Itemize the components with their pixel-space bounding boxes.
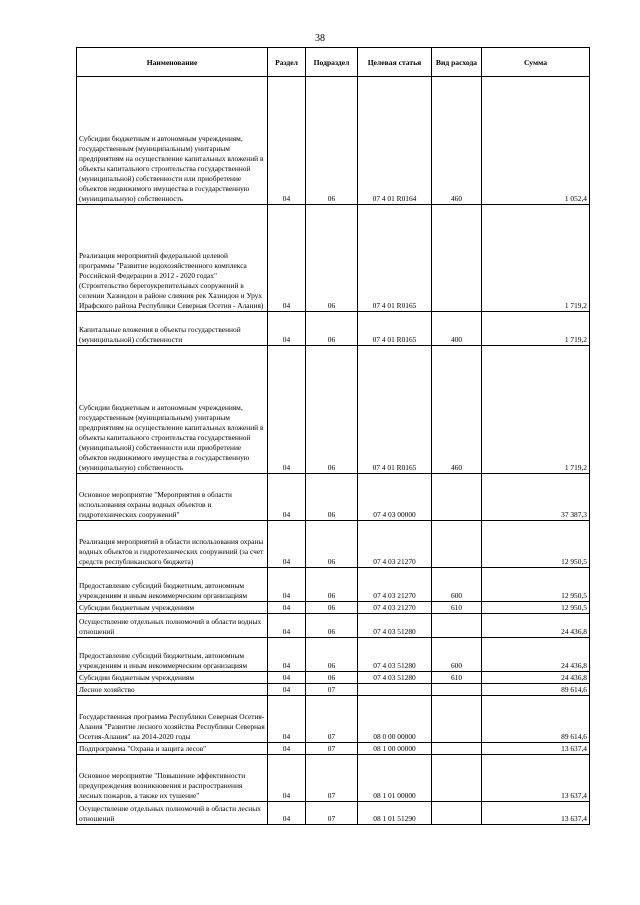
table-row (77, 474, 590, 521)
budget-table (76, 47, 590, 825)
row-section: 04 (268, 602, 306, 614)
row-section: 04 (268, 346, 306, 474)
row-section: 04 (268, 802, 306, 825)
row-target-article (358, 684, 432, 696)
row-target-article: 08 1 00 00000 (358, 743, 432, 755)
row-expense-type: 460 (432, 346, 482, 474)
header-expense-type: Вид расхода (432, 48, 482, 77)
row-subsection: 06 (306, 638, 358, 672)
table-header-row (77, 48, 590, 77)
header-subsection: Подраздел (306, 48, 358, 77)
row-amount: 12 950,5 (482, 602, 590, 614)
row-subsection: 07 (306, 696, 358, 743)
row-subsection: 06 (306, 614, 358, 638)
row-expense-type (432, 755, 482, 802)
row-section: 04 (268, 684, 306, 696)
row-target-article: 08 1 01 51290 (358, 802, 432, 825)
row-section: 04 (268, 755, 306, 802)
row-name: Предоставление субсидий бюджетным, автономным учреждениям и иным некоммерческим организациям (77, 638, 268, 672)
table-row (77, 521, 590, 568)
table-row (77, 684, 590, 696)
row-target-article: 07 4 03 51280 (358, 672, 432, 684)
header-amount: Сумма (482, 48, 590, 77)
row-amount: 24 436,8 (482, 638, 590, 672)
row-target-article: 07 4 03 21270 (358, 521, 432, 568)
row-amount: 12 950,5 (482, 521, 590, 568)
table-row (77, 312, 590, 346)
table-row (77, 77, 590, 205)
row-subsection: 07 (306, 743, 358, 755)
row-subsection: 07 (306, 802, 358, 825)
row-subsection: 06 (306, 568, 358, 602)
row-subsection: 06 (306, 77, 358, 205)
row-amount: 1 719,2 (482, 346, 590, 474)
row-section: 04 (268, 521, 306, 568)
row-name: Подпрограмма "Охрана и защита лесов" (77, 743, 268, 755)
row-amount: 1 719,2 (482, 312, 590, 346)
row-name: Основное мероприятие "Повышение эффективности предупреждения возникновения и распространения лесных пожаров, а также их тушение" (77, 755, 268, 802)
row-target-article: 07 4 01 R0165 (358, 346, 432, 474)
row-name: Капитальные вложения в объекты государственной (муниципальной) собственности (77, 312, 268, 346)
table-row (77, 743, 590, 755)
table-row (77, 568, 590, 602)
row-amount: 13 637,4 (482, 802, 590, 825)
header-target-article: Целевая статья (358, 48, 432, 77)
row-expense-type (432, 696, 482, 743)
row-section: 04 (268, 696, 306, 743)
table-row (77, 672, 590, 684)
table-row (77, 802, 590, 825)
row-subsection: 06 (306, 602, 358, 614)
row-amount: 89 614,6 (482, 696, 590, 743)
row-section: 04 (268, 474, 306, 521)
row-name: Субсидии бюджетным учреждениям (77, 672, 268, 684)
row-amount: 13 637,4 (482, 755, 590, 802)
row-name: Осуществление отдельных полномочий в области лесных отношений (77, 802, 268, 825)
row-amount: 89 614,6 (482, 684, 590, 696)
row-expense-type (432, 802, 482, 825)
row-name: Государственная программа Республики Северная Осетия-Алания "Развитие лесного хозяйства Республики Северная Осетия-Алания" на 2014-2020 годы (77, 696, 268, 743)
row-expense-type: 460 (432, 77, 482, 205)
row-section: 04 (268, 638, 306, 672)
row-section: 04 (268, 672, 306, 684)
row-subsection: 06 (306, 205, 358, 312)
row-target-article: 08 0 00 00000 (358, 696, 432, 743)
row-amount: 1 052,4 (482, 77, 590, 205)
row-target-article: 07 4 03 21270 (358, 568, 432, 602)
row-name: Субсидии бюджетным и автономным учреждениям, государственным (муниципальным) унитарным предприятиям на осуществление капитальных вложений в объекты капитального строительства государственной (муниципальной) собственности или приобретение объектов недвижимого имущества в государственную (муниципальную) собственность (77, 77, 268, 205)
header-section: Раздел (268, 48, 306, 77)
row-section: 04 (268, 743, 306, 755)
row-expense-type: 610 (432, 672, 482, 684)
row-expense-type (432, 205, 482, 312)
row-expense-type: 600 (432, 638, 482, 672)
row-amount: 24 436,8 (482, 614, 590, 638)
row-expense-type: 610 (432, 602, 482, 614)
row-name: Субсидии бюджетным учреждениям (77, 602, 268, 614)
row-section: 04 (268, 568, 306, 602)
row-target-article: 07 4 01 R0164 (358, 77, 432, 205)
row-name: Субсидии бюджетным и автономным учреждениям, государственным (муниципальным) унитарным предприятиям на осуществление капитальных вложений в объекты капитального строительства государственной (муниципальной) собственности или приобретение объектов недвижимого имущества в государственную (муниципальную) собственность (77, 346, 268, 474)
row-name: Реализация мероприятий федеральной целевой программы "Развитие водохозяйственного комплекса Российской Федерации в 2012 - 2020 годах" (Строительство берегоукрепительных сооружений в селении Хазнидон в районе слияния рек Хазнидон и Урух Ирафского района Республики Северная Осетия - Алания) (77, 205, 268, 312)
table-row (77, 602, 590, 614)
row-amount: 13 637,4 (482, 743, 590, 755)
row-amount: 1 719,2 (482, 205, 590, 312)
row-section: 04 (268, 614, 306, 638)
row-name: Лесное хозяйство (77, 684, 268, 696)
row-name: Реализация мероприятий в области использования охраны водных объектов и гидротехнических сооружений (за счет средств республиканского бюджета) (77, 521, 268, 568)
table-row (77, 205, 590, 312)
row-target-article: 07 4 01 R0165 (358, 312, 432, 346)
header-name: Наименование (77, 48, 268, 77)
row-subsection: 06 (306, 672, 358, 684)
table-row (77, 755, 590, 802)
row-target-article: 07 4 03 51280 (358, 614, 432, 638)
row-expense-type: 400 (432, 312, 482, 346)
row-target-article: 08 1 01 00000 (358, 755, 432, 802)
table-row (77, 696, 590, 743)
row-subsection: 06 (306, 312, 358, 346)
row-name: Основное мероприятие "Мероприятия в области использования охраны водных объектов и гидротехнических сооружений" (77, 474, 268, 521)
row-amount: 37 387,3 (482, 474, 590, 521)
row-subsection: 06 (306, 521, 358, 568)
row-expense-type (432, 521, 482, 568)
row-expense-type (432, 474, 482, 521)
row-target-article: 07 4 03 51280 (358, 638, 432, 672)
row-target-article: 07 4 03 21270 (358, 602, 432, 614)
page-number: 38 (315, 33, 325, 44)
row-subsection: 06 (306, 346, 358, 474)
row-expense-type (432, 743, 482, 755)
row-section: 04 (268, 205, 306, 312)
row-amount: 12 950,5 (482, 568, 590, 602)
row-target-article: 07 4 01 R0165 (358, 205, 432, 312)
row-section: 04 (268, 77, 306, 205)
row-section: 04 (268, 312, 306, 346)
row-subsection: 06 (306, 474, 358, 521)
table-row (77, 638, 590, 672)
row-subsection: 07 (306, 684, 358, 696)
row-expense-type (432, 684, 482, 696)
row-subsection: 07 (306, 755, 358, 802)
row-target-article: 07 4 03 00000 (358, 474, 432, 521)
row-name: Предоставление субсидий бюджетным, автономным учреждениям и иным некоммерческим организациям (77, 568, 268, 602)
row-amount: 24 436,8 (482, 672, 590, 684)
row-expense-type (432, 614, 482, 638)
table-row (77, 614, 590, 638)
table-row (77, 346, 590, 474)
row-expense-type: 600 (432, 568, 482, 602)
row-name: Осуществление отдельных полномочий в области водных отношений (77, 614, 268, 638)
